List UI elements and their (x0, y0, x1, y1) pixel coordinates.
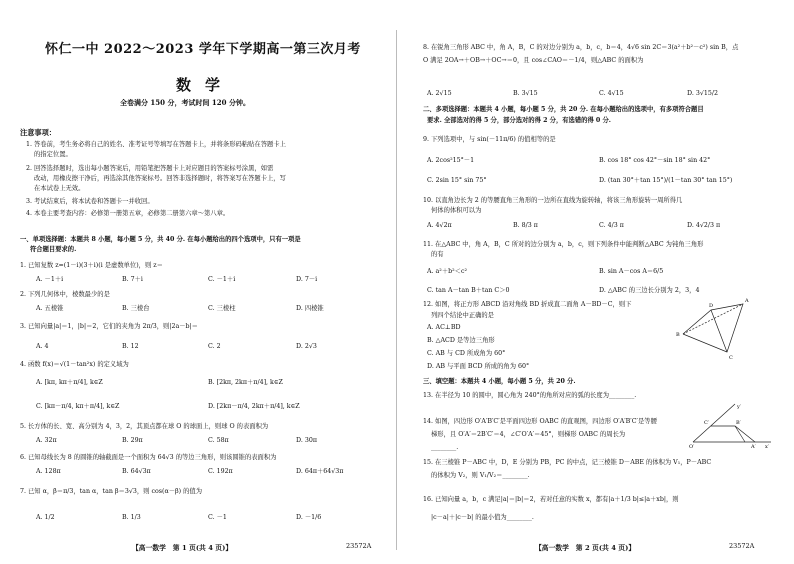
option: B. 64√3π (122, 468, 151, 475)
option: C. 三棱柱 (208, 305, 236, 312)
footer-page-2: 【高一数学 第 2 页(共 4 页)】 (535, 544, 636, 552)
option: C. 192π (208, 468, 233, 475)
section3-heading: 三、填空题：本题共 4 小题，每小题 5 分，共 20 分. (423, 378, 576, 385)
option: A. [kπ, kπ＋π/4], k∈Z (36, 379, 103, 386)
option: D. －1/6 (296, 514, 322, 521)
paper-code: 23572A (729, 542, 755, 550)
option: B. 8/3 π (513, 222, 538, 229)
option: B. 29π (122, 437, 143, 444)
question-4: 4. 函数 f(x)＝√(1－tan²x) 的定义域为 (20, 361, 129, 368)
question-12-cont: 列四个结论中正确的是 (431, 312, 494, 319)
option: D. 2√3 (296, 343, 317, 350)
notice-line: 4. 本卷主要考查内容：必修第一册第五章，必修第二册第六章～第八章。 (26, 210, 230, 217)
option: B. 3√15 (513, 90, 538, 97)
question-15-cont: 的体积为 V₂，则 V₁/V₂＝________. (431, 472, 530, 479)
option: C. 58π (208, 437, 229, 444)
option: D. 7－i (296, 276, 318, 283)
notice-line: 3. 考试结束后，将本试卷和答题卡一并收回。 (26, 198, 154, 205)
option: A. －1＋i (36, 276, 64, 283)
notice-line: 的指定位置。 (34, 151, 72, 158)
question-11: 11. 在△ABC 中，角 A，B，C 所对的边分别为 a，b，c，则下列条件中能判断△ABC 为钝角三角形 (423, 241, 704, 248)
option: C. 4√15 (599, 90, 624, 97)
option: A. 128π (36, 468, 61, 475)
exam-title: 怀仁一中 2022～2023 学年下学期高一第三次月考 (45, 42, 361, 57)
figure-14-label-a: A′ (751, 444, 756, 448)
section1-heading-cont: 符合题目要求的. (30, 246, 77, 253)
figure-14-label-b: B′ (736, 420, 741, 426)
question-8: 8. 在锐角三角形 ABC 中，角 A，B，C 的对边分别为 a，b，c，b＝4，4√6 sin 2C＝3(a²＋b²－c²) sin B，点 (423, 44, 739, 51)
question-3: 3. 已知向量|a|＝1，|b|＝2，它们的夹角为 2π/3，则|2a－b|＝ (20, 323, 198, 330)
question-5: 5. 长方体的长、宽、高分别为 4，3，2，其顶点都在球 O 的球面上，则球 O 的表面积为 (20, 423, 269, 430)
option: B. △ACD 是等边三角形 (427, 337, 495, 344)
question-14-cont: 梯形，且 O′A′＝2B′C′＝4，∠C′O′A′＝45°，则梯形 OABC 的周长为 (431, 431, 626, 438)
question-2: 2. 下列几何体中，棱数最少的是 (20, 291, 110, 298)
option: D. 64π＋64√3π (296, 468, 344, 475)
question-16: 16. 已知向量 a，b，c 满足|a|＝|b|＝2，若对任意的实数 x，都有|a＋1/3 b|≤|a＋xb|，则 (423, 496, 679, 503)
question-14: 14. 如图，四边形 O′A′B′C′是平面四边形 OABC 的直观图，四边形 O′A′B′C′是等腰 (423, 418, 657, 425)
figure-14-label-x: x′ (765, 444, 769, 448)
option: C. 2 (208, 343, 221, 350)
option: B. cos 18° cos 42°－sin 18° sin 42° (599, 157, 711, 164)
figure-14-label-y: y′ (737, 404, 741, 410)
question-15: 15. 在三棱锥 P－ABC 中，D，E 分别为 PB，PC 的中点，记三棱锥 D－ABE 的体积为 V₁，P－ABC (423, 459, 712, 466)
option: A. 4 (36, 343, 49, 350)
notice-line: 改动，用橡皮擦干净后，再选涂其他答案标号。回答非选择题时，将答案写在答题卡上，写 (34, 175, 286, 182)
option: B. 12 (122, 343, 139, 350)
option: A. AC⊥BD (427, 324, 461, 331)
notice-line: 2. 回答选择题时，选出每小题答案后，用铅笔把答题卡上对应题目的答案标号涂黑，如需 (26, 165, 274, 172)
option: B. 7＋i (122, 276, 143, 283)
page-2 (397, 0, 794, 564)
figure-14-label-c: C′ (704, 420, 709, 426)
figure-12-label-d: D (709, 303, 714, 309)
option: C. 4/3 π (599, 222, 624, 229)
option: C. －1＋i (208, 276, 236, 283)
option: A. 4√2π (427, 222, 452, 229)
question-14-blank: ________. (431, 444, 459, 451)
figure-12-label-c: C (729, 355, 733, 361)
question-16-cont: |c－a|＋|c－b| 的最小值为________. (431, 514, 534, 521)
option: D. 四棱锥 (296, 305, 324, 312)
option: C. 2sin 15° sin 75° (427, 177, 487, 184)
section2-heading-cont: 要求. 全部选对的得 5 分，部分选对的得 2 分，有选错的得 0 分. (427, 117, 611, 124)
question-8-cont: O 满足 2OA→＋OB→＋OC→＝0，且 cos∠CAO＝－1/4，则△ABC 的面积为 (423, 57, 644, 64)
question-12: 12. 如图，将正方形 ABCD 沿对角线 BD 折成直二面角 A－BD－C，则下 (423, 301, 632, 308)
option: B. [2kπ, 2kπ＋π/4], k∈Z (208, 379, 283, 386)
option: D. 3√15/2 (687, 90, 718, 97)
option: C. tan A－tan B＋tan C＞0 (427, 287, 510, 294)
question-13: 13. 在半径为 10 的圆中，圆心角为 240°的角所对应的弧的长度为________. (423, 392, 637, 399)
figure-12-label-a: A (745, 298, 749, 304)
option: D. [2kπ－π/4, 2kπ＋π/4], k∈Z (208, 403, 300, 410)
option: B. 1/3 (122, 514, 141, 521)
question-10: 10. 以直角边长为 2 的等腰直角三角形的一边所在直线为旋转轴，将该三角形旋转一周所得几 (423, 197, 683, 204)
option: A. 2cos²15°－1 (427, 157, 475, 164)
figure-12-label-b: B (676, 332, 680, 338)
paper-code: 23572A (346, 542, 372, 550)
question-7: 7. 已知 α，β＝π/3，tan α，tan β＝3√3，则 cos(α－β) 的值为 (20, 488, 202, 495)
notice-line: 在本试卷上无效。 (34, 185, 85, 192)
option: D. AB 与平面 BCD 所成的角为 60° (427, 363, 530, 370)
option: C. －1 (208, 514, 227, 521)
figure-12-tetrahedron (675, 296, 755, 362)
option: A. 五棱锥 (36, 305, 64, 312)
figure-14-label-o: O′ (689, 444, 695, 448)
notice-line: 1. 答卷前，考生务必将自己的姓名、准考证号等填写在答题卡上，并将条形码粘贴在答题卡上 (26, 141, 286, 148)
section1-heading: 一、单项选择题：本题共 8 小题，每小题 5 分，共 40 分. 在每小题给出的四个选项中，只有一项是 (20, 236, 301, 243)
question-1: 1. 已知复数 z=(1－i)(3＋i)(i 是虚数单位)，则 z＝ (20, 262, 163, 269)
option: A. 1/2 (36, 514, 55, 521)
option: A. 2√15 (427, 90, 452, 97)
section2-heading: 二、多项选择题：本题共 4 小题，每小题 5 分，共 20 分. 在每小题给出的选项中，有多项符合题目 (423, 106, 704, 113)
score-info: 全卷满分 150 分，考试时间 120 分钟。 (120, 98, 250, 107)
option: D. 30π (296, 437, 317, 444)
subject-title: 数学 (176, 76, 235, 94)
option: C. AB 与 CD 所成角为 60° (427, 350, 506, 357)
footer-page-1: 【高一数学 第 1 页(共 4 页)】 (132, 544, 233, 552)
question-10-cont: 何体的体积可以为 (431, 207, 482, 214)
question-11-cont: 的有 (431, 251, 444, 258)
option: D. △ABC 的三边长分别为 2，3，4 (599, 287, 700, 294)
option: C. [kπ－π/4, kπ＋π/4], k∈Z (36, 403, 120, 410)
notice-heading: 注意事项： (20, 128, 56, 137)
option: D. (tan 30°＋tan 15°)/(1－tan 30° tan 15°) (599, 177, 733, 184)
option: A. 32π (36, 437, 57, 444)
option: B. sin A－cos A＝6/5 (599, 268, 664, 275)
question-6: 6. 已知母线长为 8 的圆锥的轴截面是一个面积为 64√3 的等边三角形，则该圆锥的表面积为 (20, 454, 277, 461)
option: D. 4√2/3 π (687, 222, 721, 229)
question-9: 9. 下列选项中，与 sin(－11π/6) 的值相等的是 (423, 136, 556, 143)
option: A. a²＋b²＜c² (427, 268, 468, 275)
option: B. 三棱台 (122, 305, 150, 312)
figure-14-trapezoid (689, 402, 773, 448)
